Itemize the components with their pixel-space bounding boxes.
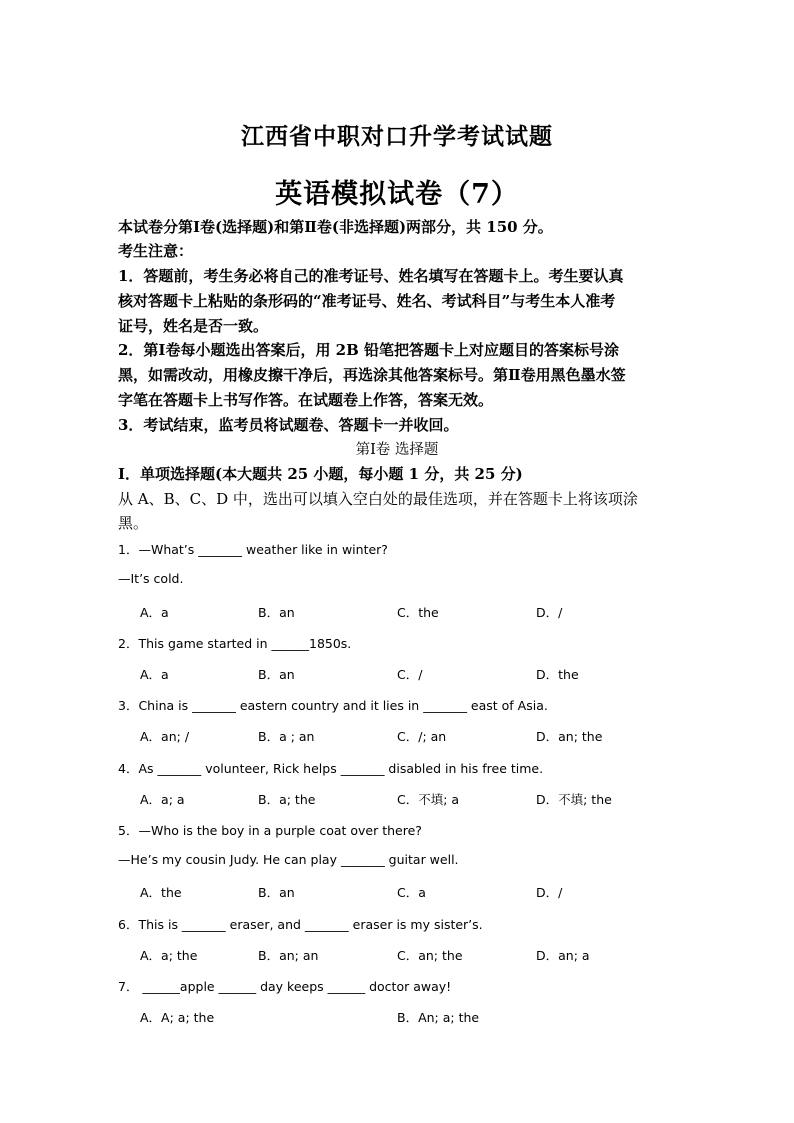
q2-option-c: C．/	[397, 667, 423, 682]
note-2-line-2: 黑，如需改动，用橡皮擦干净后，再选涂其他答案标号。第Ⅱ卷用黑色墨水签	[118, 366, 626, 384]
q3-option-a: A．an; /	[140, 729, 190, 744]
q6-option-a: A．a; the	[140, 948, 198, 963]
question-6-stem: 6．This is _______ eraser, and _______ eraser is my sister’s.	[118, 917, 483, 932]
part-title: Ⅰ．单项选择题(本大题共 25 小题，每小题 1 分，共 25 分)	[118, 465, 523, 483]
q6-option-c: C．an; the	[397, 948, 463, 963]
q2-option-b: B．an	[258, 667, 295, 682]
instruction-line-1: 从 A、B、C、D 中，选出可以填入空白处的最佳选项，并在答题卡上将该项涂	[118, 490, 638, 508]
q4-option-a: A．a; a	[140, 792, 185, 807]
q7-option-a: A．A; a; the	[140, 1010, 215, 1025]
q7-option-b: B．An; a; the	[397, 1010, 480, 1025]
section-heading: 第Ⅰ卷 选择题	[355, 442, 439, 458]
q3-option-c: C．/; an	[397, 729, 447, 744]
q3-option-b: B．a ; an	[258, 729, 315, 744]
question-5-stem: 5．—Who is the boy in a purple coat over there?	[118, 823, 422, 838]
question-7-stem: 7． ______apple ______ day keeps ______ doctor away!	[118, 979, 452, 994]
q4-option-b: B．a; the	[258, 792, 316, 807]
note-2-line-1: 2．第Ⅰ卷每小题选出答案后，用 2B 铅笔把答题卡上对应题目的答案标号涂	[118, 341, 620, 359]
q5-option-b: B．an	[258, 885, 295, 900]
q3-option-d: D．an; the	[536, 729, 603, 744]
q6-option-d: D．an; a	[536, 948, 590, 963]
q5-option-c: C．a	[397, 885, 426, 900]
q4-option-d: D．不填; the	[536, 792, 612, 807]
q5-option-d: D．/	[536, 885, 563, 900]
q2-option-a: A．a	[140, 667, 169, 682]
q1-option-c: C．the	[397, 605, 439, 620]
question-5-stem-2: —He’s my cousin Judy. He can play _______ guitar well.	[118, 852, 459, 867]
instruction-line-2: 黑。	[118, 514, 149, 532]
question-2-stem: 2．This game started in ______1850s.	[118, 636, 352, 651]
note-1-line-2: 核对答题卡上粘贴的条形码的“准考证号、姓名、考试科目”与考生本人准考	[118, 292, 616, 310]
q4-option-c: C．不填; a	[397, 792, 460, 807]
q1-option-a: A．a	[140, 605, 169, 620]
question-1-stem: 1．—What’s _______ weather like in winter?	[118, 542, 388, 557]
note-2-line-3: 字笔在答题卡上书写作答。在试题卷上作答，答案无效。	[118, 391, 494, 409]
q1-option-d: D．/	[536, 605, 563, 620]
notice-label: 考生注意：	[118, 242, 194, 260]
q2-option-d: D．the	[536, 667, 579, 682]
exam-title: 江西省中职对口升学考试试题	[241, 123, 553, 150]
intro-line: 本试卷分第Ⅰ卷(选择题)和第Ⅱ卷(非选择题)两部分，共 150 分。	[118, 218, 553, 236]
note-1-line-1: 1．答题前，考生务必将自己的准考证号、姓名填写在答题卡上。考生要认真	[118, 267, 624, 285]
note-3: 3．考试结束，监考员将试题卷、答题卡一并收回。	[118, 416, 459, 434]
exam-subtitle: 英语模拟试卷（7）	[275, 179, 519, 210]
question-3-stem: 3．China is _______ eastern country and it lies in _______ east of Asia.	[118, 698, 548, 713]
q6-option-b: B．an; an	[258, 948, 319, 963]
question-4-stem: 4．As _______ volunteer, Rick helps _______ disabled in his free time.	[118, 761, 544, 776]
q1-option-b: B．an	[258, 605, 295, 620]
note-1-line-3: 证号，姓名是否一致。	[118, 317, 269, 335]
q5-option-a: A．the	[140, 885, 182, 900]
question-1-stem-2: —It’s cold.	[118, 571, 184, 586]
